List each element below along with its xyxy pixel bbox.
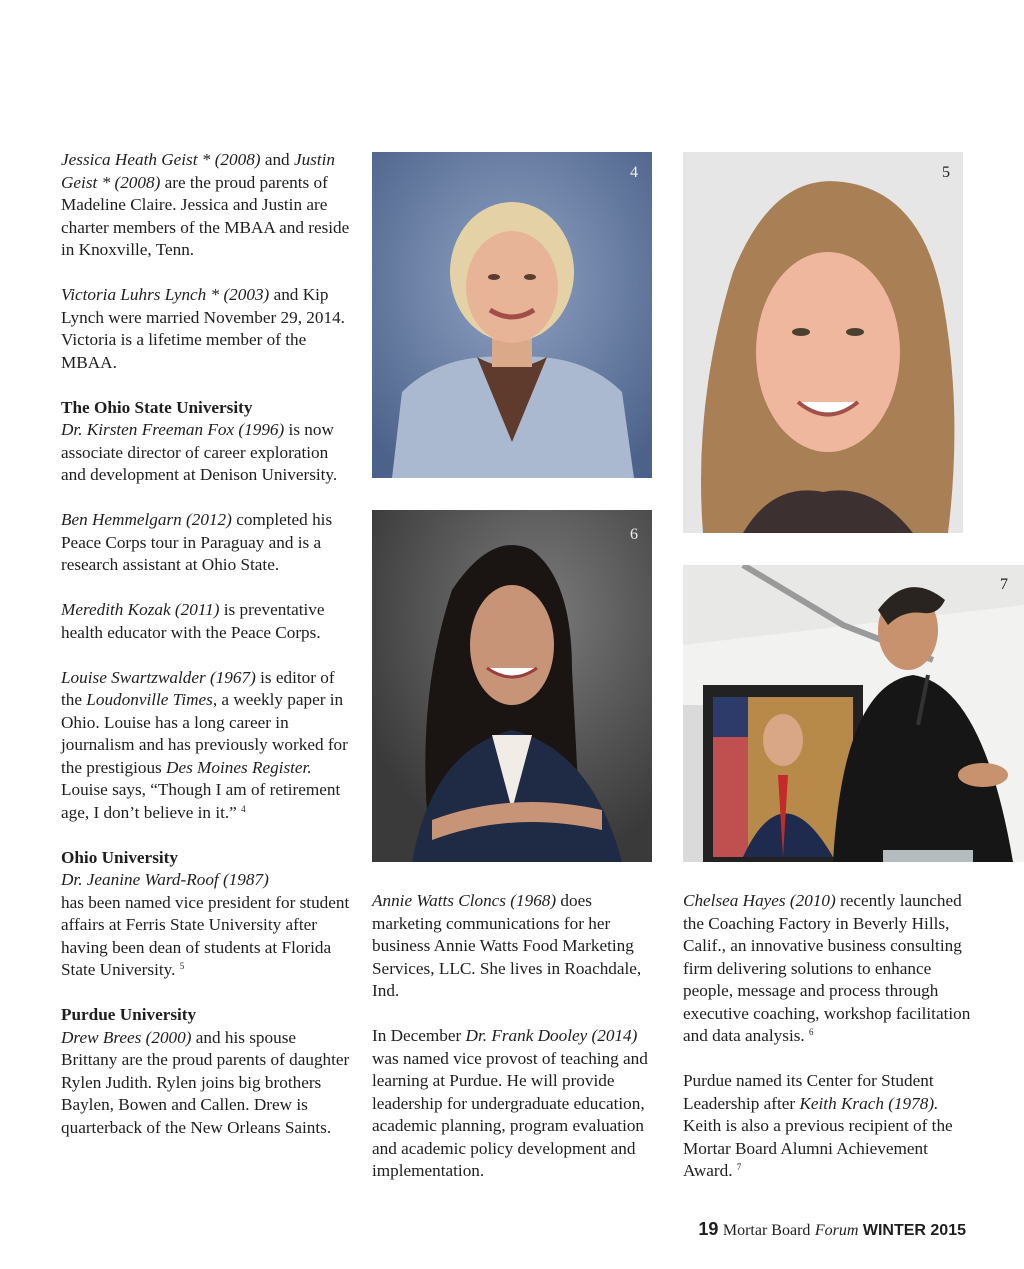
- magazine-forum: Forum: [814, 1222, 859, 1239]
- photo-number-4: 4: [630, 164, 638, 181]
- event-image: [683, 565, 1024, 862]
- news-item-hayes: Chelsea Hayes (2010) recently launched the Coaching Factory in Beverly Hills, Calif., an innovative business consulting firm delivering solutions to enhance people, message and process through executive coaching, workshop facilitation and data analysis. $^6$: [683, 891, 971, 1045]
- photo-reference: 5: [179, 961, 185, 971]
- news-item-dooley: In December Dr. Frank Dooley (2014) was named vice provost of teaching and learning at Purdue. He will provide leadership for undergraduate education, academic planning, program evaluation and academic policy development and implementation.: [372, 1026, 648, 1180]
- page-footer: [698, 1219, 966, 1240]
- news-item-geist: Jessica Heath Geist * (2008) and Justin Geist * (2008) are the proud parents of Madeline Claire. Jessica and Justin are charter members of the MBAA and reside in Knoxville, Tenn.: [61, 150, 350, 259]
- news-item-fox: The Ohio State University Dr. Kirsten Freeman Fox (1996) is now associate director of career exploration and development at Denison University.: [61, 397, 351, 487]
- news-item-brees: Purdue University Drew Brees (2000) and his spouse Brittany are the proud parents of daughter Rylen Judith. Rylen joins big brothers Baylen, Bowen and Callen. Drew is quarterback of the New Orleans Saints.: [61, 1005, 350, 1137]
- news-item-kozak: Meredith Kozak (2011) is preventative health educator with the Peace Corps.: [61, 600, 325, 642]
- photo-4-older-woman: [372, 152, 652, 478]
- magazine-name: Mortar Board: [722, 1222, 811, 1239]
- news-item-lynch: Victoria Luhrs Lynch * (2003) and Kip Lynch were married November 29, 2014. Victoria is a lifetime member of the MBAA.: [61, 285, 345, 372]
- photo-5-woman-curly-hair: [683, 152, 963, 533]
- portrait-image: [372, 510, 652, 862]
- news-item-hemmelgarn: Ben Hemmelgarn (2012) completed his Peace Corps tour in Paraguay and is a research assistant at Ohio State.: [61, 510, 333, 574]
- portrait-image: [372, 152, 652, 478]
- photo-reference: 7: [736, 1162, 742, 1172]
- photo-6-woman-blazer: [372, 510, 652, 862]
- page-number: 19: [698, 1219, 719, 1239]
- portrait-image: [683, 152, 963, 533]
- news-item-ward-roof: Ohio University Dr. Jeanine Ward-Roof (1987) has been named vice president for student affairs at Ferris State University after having been dean of students at Florida State University. $^5$: [61, 847, 350, 979]
- section-heading-ohio-university: Ohio University: [61, 847, 178, 867]
- section-heading-purdue: Purdue University: [61, 1005, 197, 1024]
- photo-reference: 4: [241, 803, 246, 814]
- right-column: [683, 890, 973, 1183]
- left-column: [61, 149, 351, 1139]
- section-heading-ohio-state: The Ohio State University: [61, 397, 253, 417]
- photo-number-7: 7: [1000, 576, 1008, 593]
- photo-reference: 6: [809, 1027, 814, 1037]
- middle-column: [372, 890, 654, 1183]
- news-item-swartzwalder: Louise Swartzwalder (1967) is editor of the Loudonville Times, a weekly paper in Ohio. Louise has a long career in journalism and has previously worked for the prestigious Des Moines Register. Louise says, “Though I am of retirement age, I don’t believe in it.” $^4$: [61, 667, 348, 822]
- news-item-krach: Purdue named its Center for Student Leadership after Keith Krach (1978). Keith is also a previous recipient of the Mortar Board Alumni Achievement Award. $^7$: [683, 1071, 953, 1180]
- news-item-cloncs: Annie Watts Cloncs (1968) does marketing communications for her business Annie Watts Food Marketing Services, LLC. She lives in Roachdale, Ind.: [372, 891, 642, 1000]
- photo-number-6: 6: [630, 526, 638, 543]
- photo-number-5: 5: [942, 164, 950, 181]
- photo-7-man-with-portrait: [683, 565, 1024, 862]
- issue-label: WINTER 2015: [862, 1222, 966, 1239]
